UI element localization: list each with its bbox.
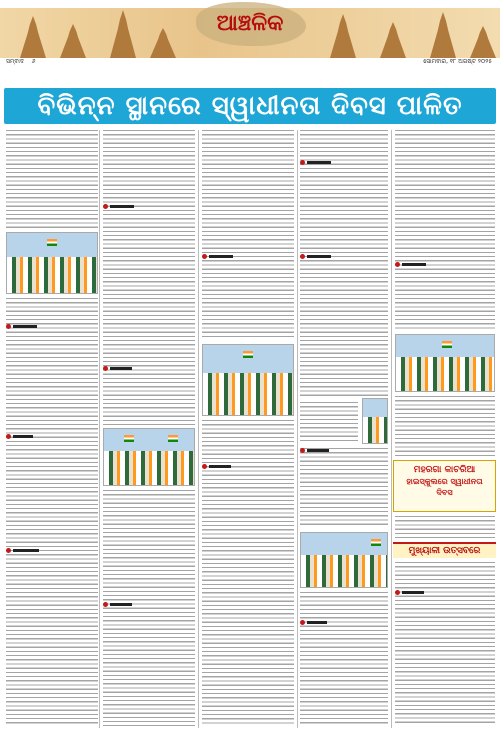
- article-text: [202, 130, 294, 340]
- bullet-marker: [6, 540, 39, 544]
- article-text: [300, 402, 358, 444]
- news-photo: [202, 344, 294, 416]
- masthead: [0, 0, 500, 68]
- article-text: [395, 130, 495, 330]
- subsection-header: [393, 542, 496, 558]
- bullet-marker: [300, 246, 331, 250]
- headline-banner: [4, 88, 496, 124]
- news-photo: [362, 398, 388, 444]
- column-divider: [99, 130, 100, 728]
- bullet-marker: [6, 316, 37, 320]
- news-photo: [300, 532, 388, 588]
- column-divider: [198, 130, 199, 728]
- page-name: ସମ୍ବାଦ: [6, 58, 24, 65]
- article-text: [103, 130, 195, 425]
- section-title: ଆଞ୍ଚଳିକ: [216, 10, 284, 36]
- article-text: [300, 130, 388, 398]
- column-divider: [297, 130, 298, 728]
- sidebar-headline-line2: ହାଇସ୍କୁଲରେ ସ୍ୱାଧୀନତା ଦିବସ: [406, 477, 483, 497]
- page-info: [6, 58, 35, 66]
- news-photo: [395, 334, 495, 392]
- article-text: [6, 130, 98, 228]
- bullet-marker: [6, 426, 33, 430]
- issue-date: ସୋମବାର, ୧୮ ଅଗଷ୍ଟ ୨୦୨୫: [423, 58, 492, 65]
- bullet-marker: [300, 612, 327, 616]
- sidebar-headline-box: [393, 460, 496, 512]
- sidebar-headline-line1: ମହରଗା କାଚରିଆ: [413, 465, 476, 475]
- page-number: ୬: [31, 58, 36, 65]
- article-text: [395, 562, 495, 726]
- bullet-marker: [103, 358, 132, 362]
- news-photo: [6, 232, 98, 294]
- bullet-marker: [300, 152, 331, 156]
- bullet-marker: [103, 594, 132, 598]
- bullet-marker: [300, 440, 329, 444]
- bullet-marker: [202, 456, 231, 460]
- bullet-marker: [103, 196, 134, 200]
- article-text: [395, 396, 495, 456]
- article-text: [300, 448, 388, 528]
- column-divider: [391, 130, 392, 728]
- news-photo: [103, 428, 195, 486]
- article-text: [103, 490, 195, 726]
- article-text: [6, 298, 98, 726]
- article-text: [395, 516, 495, 540]
- subsection-title: ମୁଖ୍ୟାଳୀ ଉତ୍ସବରେ: [408, 546, 481, 556]
- bullet-marker: [395, 254, 426, 258]
- bullet-marker: [202, 246, 233, 250]
- main-headline: ବିଭିନ୍ନ ସ୍ଥାନରେ ସ୍ୱାଧୀନତା ଦିବସ ପାଳିତ: [37, 91, 463, 121]
- bullet-marker: [395, 582, 424, 586]
